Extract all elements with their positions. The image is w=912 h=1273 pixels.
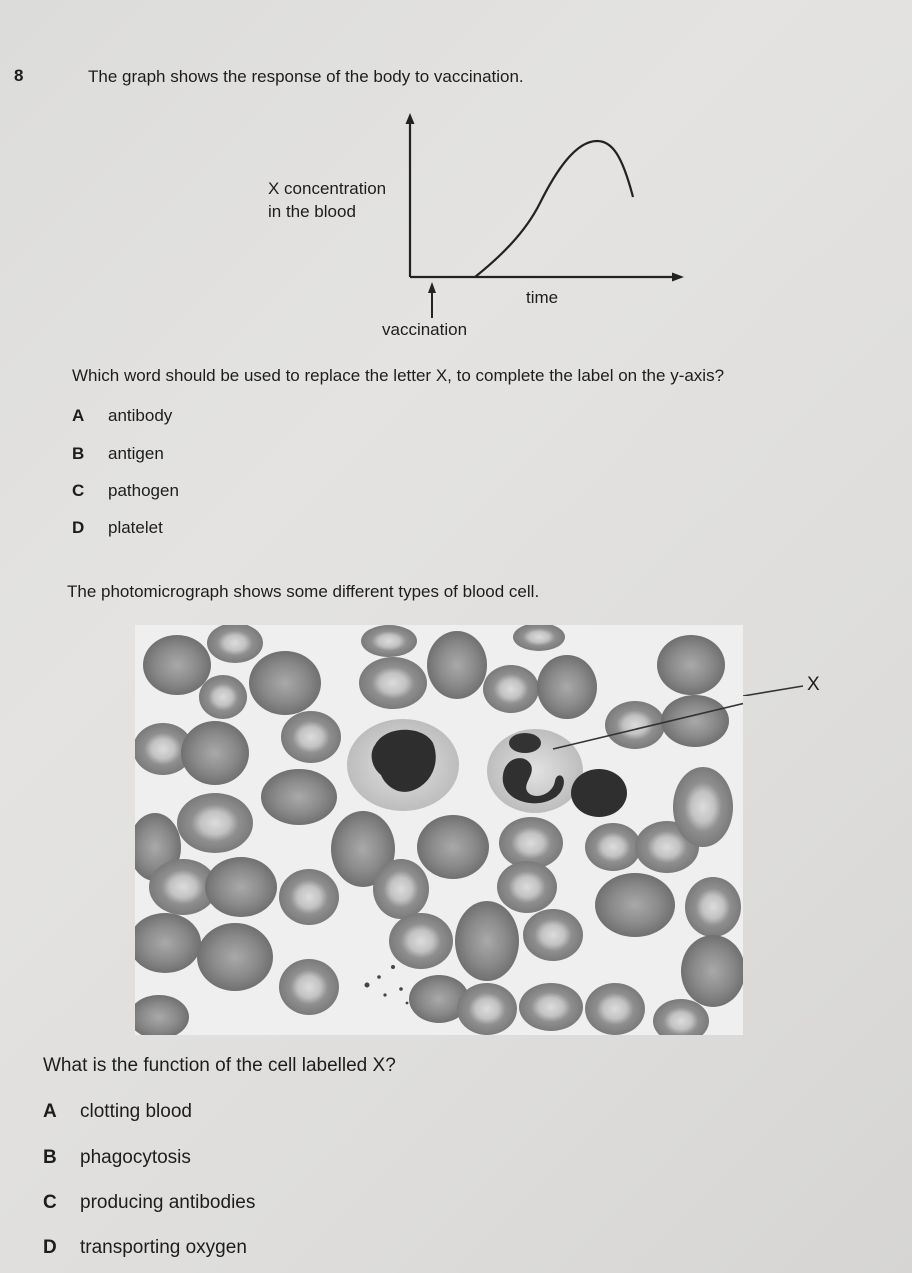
option-letter: D: [43, 1237, 57, 1258]
option-c[interactable]: [43, 1192, 255, 1214]
option-b[interactable]: [43, 1147, 191, 1169]
x-axis-label: time: [526, 288, 559, 307]
option-text: platelet: [108, 518, 163, 537]
option-letter: A: [72, 406, 85, 425]
photomicrograph-svg: [135, 625, 743, 1035]
option-letter: C: [43, 1192, 57, 1213]
option-letter: B: [72, 444, 85, 463]
question-prompt: Which word should be used to replace the letter X, to complete the label on the y-axis?: [72, 366, 725, 385]
y-axis-label-line2: in the blood: [268, 202, 356, 221]
vaccination-arrow-icon: [428, 282, 436, 293]
question-stem: The photomicrograph shows some different types of blood cell.: [67, 582, 540, 601]
option-d[interactable]: [43, 1237, 247, 1259]
photo-label-x: X: [807, 674, 820, 695]
option-text: clotting blood: [80, 1101, 192, 1122]
option-letter: C: [72, 481, 85, 500]
option-letter: D: [72, 518, 85, 537]
option-d[interactable]: [72, 518, 163, 538]
option-text: transporting oxygen: [80, 1237, 247, 1258]
option-text: pathogen: [108, 481, 179, 500]
option-text: producing antibodies: [80, 1192, 256, 1213]
graph-svg: [260, 105, 700, 345]
y-axis-label-line1: X concentration: [268, 179, 387, 198]
response-graph: [260, 105, 700, 345]
question-prompt: What is the function of the cell labelled X?: [43, 1055, 396, 1076]
option-a[interactable]: [72, 406, 172, 426]
vaccination-label: vaccination: [382, 320, 468, 339]
option-text: antibody: [108, 406, 173, 425]
response-curve: [475, 141, 633, 277]
option-b[interactable]: [72, 444, 164, 464]
y-axis-arrow-icon: [406, 113, 415, 124]
question-stem: The graph shows the response of the body to vaccination.: [88, 67, 524, 86]
option-letter: B: [43, 1147, 57, 1168]
option-text: antigen: [108, 444, 164, 463]
neutrophil-lobe: [509, 733, 541, 753]
option-c[interactable]: [72, 481, 179, 501]
option-text: phagocytosis: [80, 1147, 191, 1168]
small-lymphocyte: [571, 769, 627, 817]
x-axis-arrow-icon: [672, 273, 684, 282]
blood-photomicrograph: [135, 625, 743, 1035]
option-letter: A: [43, 1101, 57, 1122]
option-a[interactable]: [43, 1101, 192, 1123]
label-line-extension: [743, 684, 805, 696]
question-number: 8: [14, 66, 24, 85]
